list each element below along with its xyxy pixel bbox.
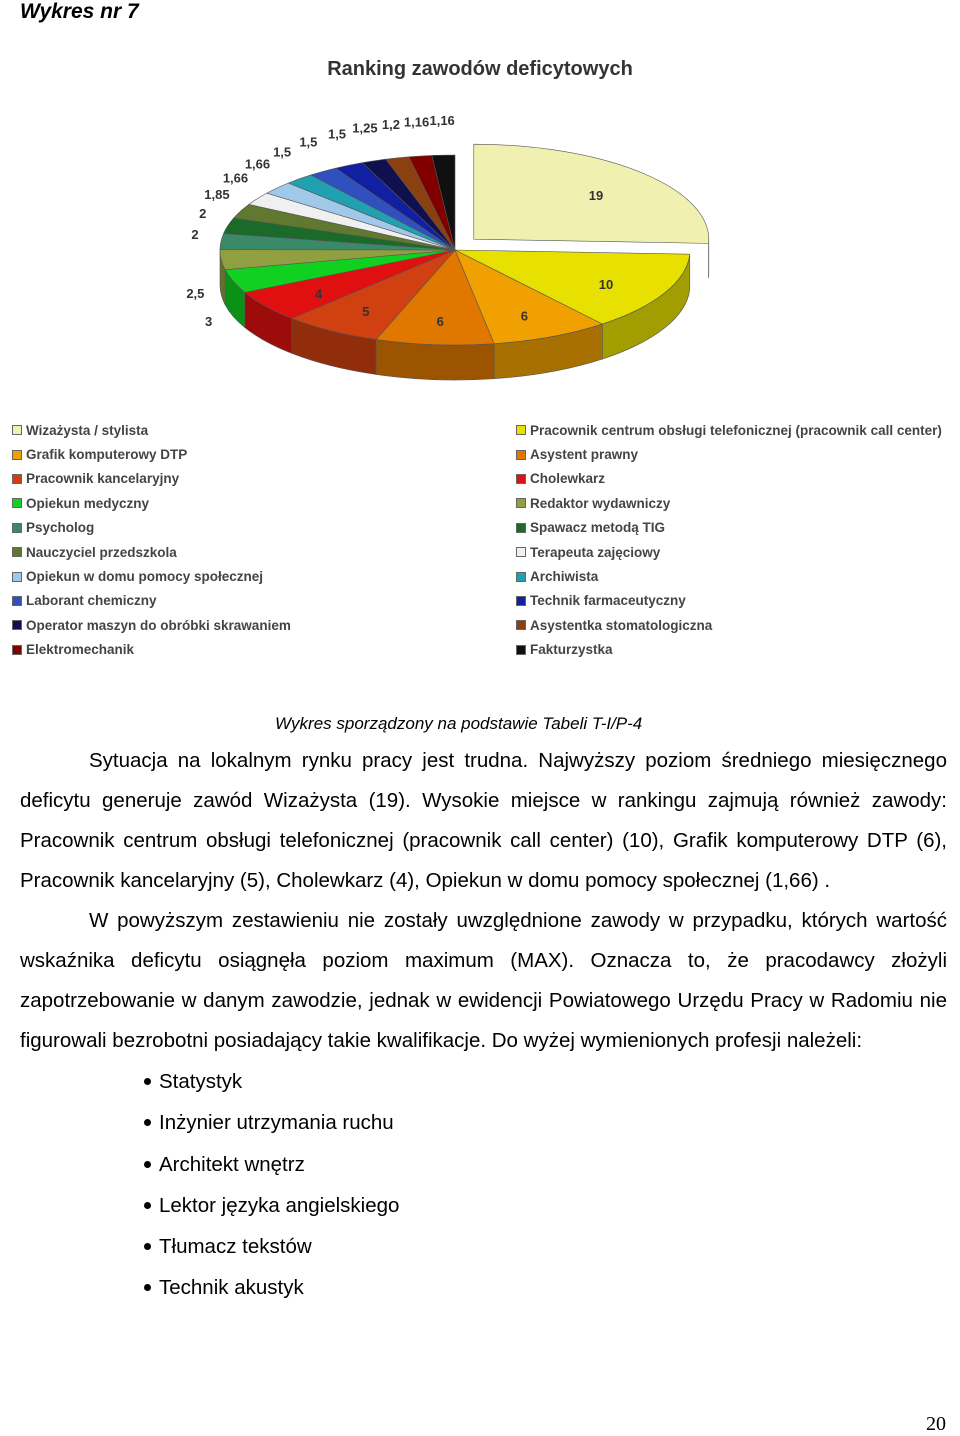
legend-swatch	[12, 572, 22, 582]
legend-swatch	[12, 474, 22, 484]
legend-swatch	[12, 450, 22, 460]
legend-swatch	[516, 474, 526, 484]
value-label: 1,85	[204, 186, 230, 202]
legend-swatch	[516, 572, 526, 582]
legend-item	[12, 491, 291, 515]
legend-item	[12, 638, 291, 662]
legend-item	[12, 467, 291, 491]
legend-label: Opiekun medyczny	[26, 495, 150, 511]
list-item: Architekt wnętrz	[20, 1144, 947, 1185]
legend-item	[12, 442, 291, 466]
legend-label: Fakturzystka	[530, 642, 613, 658]
legend-item	[12, 418, 291, 442]
legend-label: Pracownik kancelaryjny	[26, 471, 180, 487]
legend-label: Laborant chemiczny	[26, 593, 157, 609]
value-label: 3	[204, 314, 213, 330]
legend-swatch	[12, 523, 22, 533]
legend-swatch	[12, 620, 22, 630]
list-item: Statystyk	[20, 1061, 947, 1102]
legend-label: Opiekun w domu pomocy społecznej	[26, 569, 264, 585]
value-label: 1,25	[352, 120, 378, 136]
value-label: 1,16	[403, 114, 430, 130]
legend-swatch	[516, 547, 526, 557]
legend-label: Asystentka stomatologiczna	[530, 617, 713, 633]
value-label: 2	[191, 226, 199, 242]
legend-swatch	[12, 498, 22, 508]
legend-swatch	[516, 645, 526, 655]
pie-chart	[0, 40, 960, 410]
list-item: Inżynier utrzymania ruchu	[20, 1102, 947, 1143]
legend-item	[516, 418, 942, 442]
legend-label: Psycholog	[26, 520, 95, 536]
value-label: 1,5	[327, 126, 347, 142]
legend-label: Redaktor wydawniczy	[530, 495, 671, 511]
value-label: 5	[362, 304, 370, 320]
legend-item	[516, 516, 942, 540]
legend-swatch	[516, 523, 526, 533]
value-label: 4	[315, 286, 323, 302]
list-item: Technik akustyk	[20, 1267, 947, 1308]
legend-label: Nauczyciel przedszkola	[26, 544, 177, 560]
legend-item	[12, 613, 291, 637]
value-label: 1,2	[381, 116, 400, 132]
value-label: 2	[199, 206, 207, 222]
value-label: 1,66	[244, 156, 271, 172]
legend-item	[516, 442, 942, 466]
legend-left	[12, 418, 291, 662]
legend-label: Pracownik centrum obsługi telefonicznej (pracownik call center)	[530, 422, 942, 438]
figure-label: Wykres nr 7	[20, 0, 139, 23]
legend-swatch	[516, 450, 526, 460]
value-label: 6	[436, 314, 444, 330]
legend-swatch	[12, 547, 22, 557]
legend-item	[516, 467, 942, 491]
legend-label: Operator maszyn do obróbki skrawaniem	[26, 617, 291, 633]
legend-swatch	[516, 425, 526, 435]
paragraph-2: W powyższym zestawieniu nie zostały uwzględnione zawody w przypadku, których wartość wskaźnika deficytu osiągnęła poziom maximum (MAX). Oznacza to, że pracodawcy złożyli zapotrzebowanie w danym zawodzie, jednak w ewidencji Powiatowego Urzędu Pracy w Radomiu nie figurowali bezrobotni posiadający takie kwalifikacje. Do wyżej wymienionych profesji należeli:	[20, 909, 947, 1052]
value-label: 10	[598, 276, 614, 292]
legend-label: Technik farmaceutyczny	[530, 593, 686, 609]
legend-swatch	[12, 645, 22, 655]
legend-right	[516, 418, 942, 662]
legend-label: Elektromechanik	[26, 642, 135, 658]
legend-label: Archiwista	[530, 569, 599, 585]
profession-list	[20, 1061, 947, 1309]
legend-swatch	[516, 596, 526, 606]
legend-item	[12, 589, 291, 613]
page-number: 20	[926, 1413, 946, 1435]
legend-label: Asystent prawny	[530, 447, 639, 463]
legend-item	[12, 516, 291, 540]
value-label: 19	[588, 187, 604, 203]
list-item: Tłumacz tekstów	[20, 1226, 947, 1267]
legend-label: Grafik komputerowy DTP	[26, 447, 188, 463]
legend-label: Wizażysta / stylista	[26, 422, 149, 438]
value-label: 1,16	[429, 113, 455, 129]
legend-item	[516, 564, 942, 588]
chart-title: Ranking zawodów deficytowych	[327, 58, 633, 80]
legend-item	[516, 638, 942, 662]
value-label: 2,5	[186, 285, 205, 301]
value-label: 1,5	[273, 144, 292, 160]
legend-item	[516, 613, 942, 637]
legend-swatch	[516, 498, 526, 508]
value-label: 1,66	[222, 170, 249, 186]
legend-label: Cholewkarz	[530, 471, 606, 487]
legend-label: Spawacz metodą TIG	[530, 520, 666, 536]
value-label: 1,5	[299, 134, 318, 150]
legend-item	[12, 564, 291, 588]
list-item: Lektor języka angielskiego	[20, 1185, 947, 1226]
legend-swatch	[12, 425, 22, 435]
legend-item	[12, 540, 291, 564]
legend-item	[516, 491, 942, 515]
legend-swatch	[12, 596, 22, 606]
figure-caption: Wykres sporządzony na podstawie Tabeli T-I/P-4	[275, 714, 643, 733]
value-label: 6	[520, 308, 528, 324]
legend-swatch	[516, 620, 526, 630]
paragraph-1: Sytuacja na lokalnym rynku pracy jest trudna. Najwyższy poziom średniego miesięcznego deficytu generuje zawód Wizażysta (19). Wysokie miejsce w rankingu zajmują również zawody: Pracownik centrum obsługi telefonicznej (pracownik call center) (10), Grafik komputerowy DTP (6), Pracownik kancelaryjny (5), Cholewkarz (4), Opiekun w domu pomocy społecznej (1,66) .	[20, 749, 947, 892]
legend-item	[516, 540, 942, 564]
pie-slices	[220, 144, 709, 380]
slice-side	[376, 339, 494, 380]
legend-label: Terapeuta zajęciowy	[530, 544, 661, 560]
body-text	[20, 741, 947, 1309]
legend-item	[516, 589, 942, 613]
